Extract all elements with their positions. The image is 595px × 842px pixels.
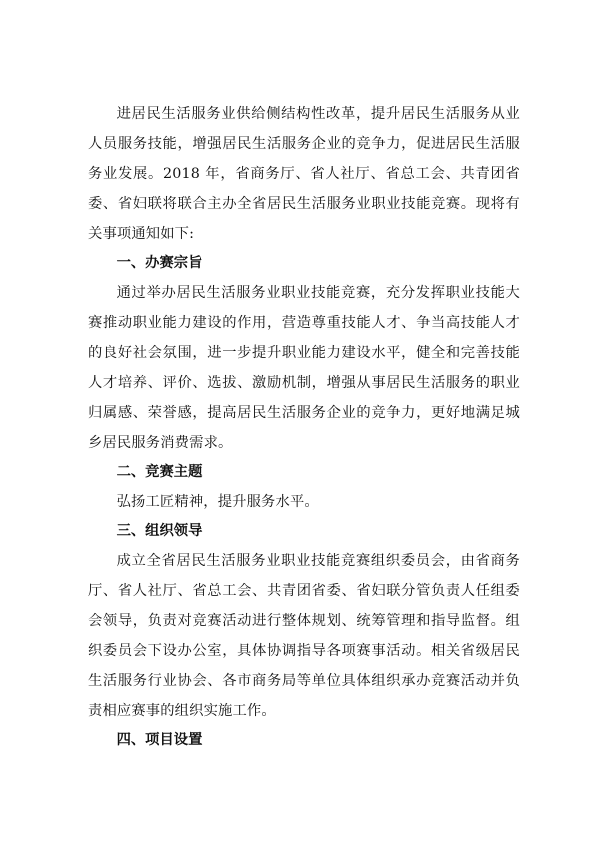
section-text-theme: 弘扬工匠精神，提升服务水平。 <box>116 494 319 510</box>
intro-paragraph: 进居民生活服务业供给侧结构性改革，提升居民生活服务从业人员服务技能，增强居民生活服务企业的竞争力，促进居民生活服务业发展。2018 年，省商务厅、省人社厅、省总工会、共青团省委、省妇联将联合主办全省居民生活服务业职业技能竞赛。现将有关事项通知如下: <box>88 106 520 242</box>
section-heading-theme: 二、竞赛主题 <box>116 464 203 480</box>
section-heading-events: 四、项目设置 <box>116 732 203 748</box>
section-text-organization: 成立全省居民生活服务业职业技能竞赛组织委员会，由省商务厅、省人社厅、省总工会、共青团省委、省妇联分管负责人任组委会领导，负责对竞赛活动进行整体规划、统筹管理和指导监督。组织委员会下设办公室，具体协调指导各项赛事活动。相关省级居民生活服务行业协会、各市商务局等单位具体组织承办竞赛活动并负责相应赛事的组织实施工作。 <box>88 553 520 719</box>
section-text-purpose: 通过举办居民生活服务业职业技能竞赛，充分发挥职业技能大赛推动职业能力建设的作用，营造尊重技能人才、争当高技能人才的良好社会氛围，进一步提升职业能力建设水平，健全和完善技能人才培养、评价、选拔、激励机制，增强从事居民生活服务的职业归属感、荣誉感，提高居民生活服务企业的竞争力，更好地满足城乡居民服务消费需求。 <box>88 285 520 451</box>
section-heading-organization: 三、组织领导 <box>116 523 203 539</box>
section-heading-purpose: 一、办赛宗旨 <box>116 255 203 271</box>
